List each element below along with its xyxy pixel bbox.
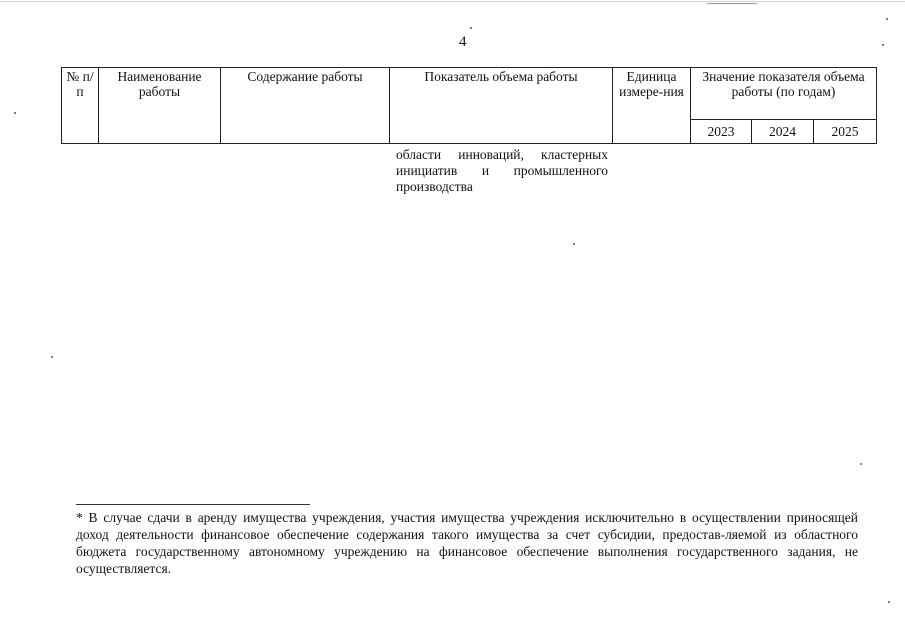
scan-edge-line (0, 1, 905, 2)
footnote-separator (76, 504, 310, 505)
header-work-name: Наименование работы (99, 68, 221, 144)
scan-edge-mark (707, 3, 757, 4)
footnote-text: * В случае сдачи в аренду имущества учреждения, участия имущества учреждения исключительно в осуществлении приносящей доход деятельности финансовое обеспечение содержания такого имущества за счет субсидии, предостав-ляемой из областного бюджета государственному автономному учреждению на финансовое обеспечение выполнения государственного задания, не осуществляется. (76, 510, 858, 576)
header-indicator-value: Значение показателя объема работы (по годам) (691, 68, 877, 120)
scan-speck (882, 44, 884, 46)
header-number: № п/п (62, 68, 99, 144)
scan-speck (573, 243, 575, 245)
indicator-continuation-text: области инноваций, кластерных инициатив и промышленного производства (396, 147, 608, 194)
header-year-2023: 2023 (691, 120, 752, 144)
scan-speck (14, 112, 16, 114)
scan-speck (51, 356, 53, 358)
indicator-table-header (61, 67, 877, 144)
scan-speck (470, 27, 472, 29)
scan-speck (860, 463, 862, 465)
scan-speck (888, 601, 890, 603)
header-unit: Единица измере-ния (613, 68, 691, 144)
header-volume-indicator: Показатель объема работы (390, 68, 613, 144)
header-work-content: Содержание работы (221, 68, 390, 144)
scan-speck (886, 18, 888, 20)
header-year-2025: 2025 (814, 120, 877, 144)
page-number: 4 (459, 34, 467, 50)
header-year-2024: 2024 (752, 120, 814, 144)
